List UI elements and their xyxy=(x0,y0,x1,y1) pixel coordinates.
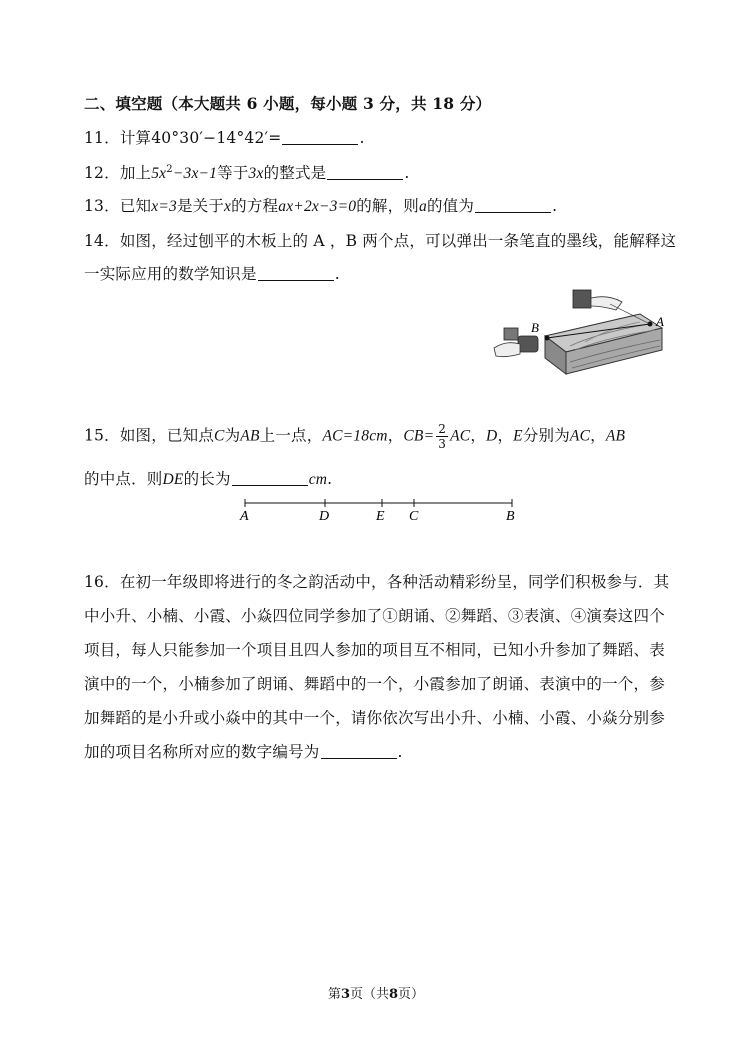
question-16-line-1: 16．在初一年级即将进行的冬之韵活动中，各种活动精彩纷呈，同学们积极参与．其 xyxy=(84,573,670,591)
q16-number: 16． xyxy=(84,573,120,591)
question-15-line-1: 15．如图，已知点C为AB上一点，AC=18cm，CB= $\frac{2}{3}$ AC，D，E分别为AC，AB xyxy=(84,422,626,451)
total-pages: 8 xyxy=(389,987,399,1002)
page-footer: 第3页（共8页） xyxy=(327,987,425,1002)
question-14-line-2: 一实际应用的数学知识是 . xyxy=(84,265,340,283)
label-a: A xyxy=(656,314,664,329)
seg-label-c: C xyxy=(409,509,419,524)
question-12: 12．加上$5x^2-3x-1$等于3x的整式是 . xyxy=(84,163,410,182)
section-heading: 二、填空题（本大题共 6 小题，每小题 3 分，共 18 分） xyxy=(84,94,492,113)
question-16-line-5: 加舞蹈的是小升或小焱中的其中一个，请你依次写出小升、小楠、小霞、小焱分别参 xyxy=(84,709,665,727)
q14-number: 14． xyxy=(84,232,120,250)
segment-figure xyxy=(236,494,526,526)
answer-blank[interactable] xyxy=(282,130,358,145)
q13-number: 13． xyxy=(84,197,120,215)
answer-blank[interactable] xyxy=(321,744,397,759)
answer-blank[interactable] xyxy=(258,266,334,281)
answer-blank[interactable] xyxy=(475,198,551,213)
q12-number: 12． xyxy=(84,164,120,182)
question-11: 11．计算40°30′−14°42′= . xyxy=(84,129,365,147)
question-13: 13．已知x=3是关于x的方程ax+2x−3=0的解，则a的值为 . xyxy=(84,197,558,215)
label-b: B xyxy=(531,320,539,335)
question-16-line-2: 中小升、小楠、小霞、小焱四位同学参加了①朗诵、②舞蹈、③表演、④演奏这四个 xyxy=(84,607,665,625)
question-15-line-2: 的中点．则DE的长为 cm. xyxy=(84,470,333,488)
fraction-two-thirds: $\frac{2}{3}$ xyxy=(438,422,447,451)
seg-label-e: E xyxy=(376,509,385,524)
point-b xyxy=(545,336,550,341)
seg-label-b: B xyxy=(506,509,515,524)
plank-figure xyxy=(490,288,680,378)
question-16-line-3: 项目，每人只能参加一个项目且四人参加的项目互不相同，已知小升参加了舞蹈、表 xyxy=(84,641,665,659)
answer-blank[interactable] xyxy=(327,165,403,180)
question-16-line-4: 演中的一个，小楠参加了朗诵、舞蹈中的一个，小霞参加了朗诵、表演中的一个，参 xyxy=(84,675,665,693)
seg-label-d: D xyxy=(319,509,330,524)
q11-expression: 40°30′−14°42′ xyxy=(151,129,269,147)
page-number: 3 xyxy=(340,987,350,1002)
question-16-line-6: 加的项目名称所对应的数字编号为 . xyxy=(84,743,403,761)
answer-blank[interactable] xyxy=(232,471,308,486)
q15-number: 15． xyxy=(84,426,120,445)
seg-label-a: A xyxy=(240,509,249,524)
question-14-line-1: 14．如图，经过刨平的木板上的 A ，B 两个点，可以弹出一条笔直的墨线，能解释这 xyxy=(84,232,677,250)
q11-number: 11． xyxy=(84,129,120,147)
